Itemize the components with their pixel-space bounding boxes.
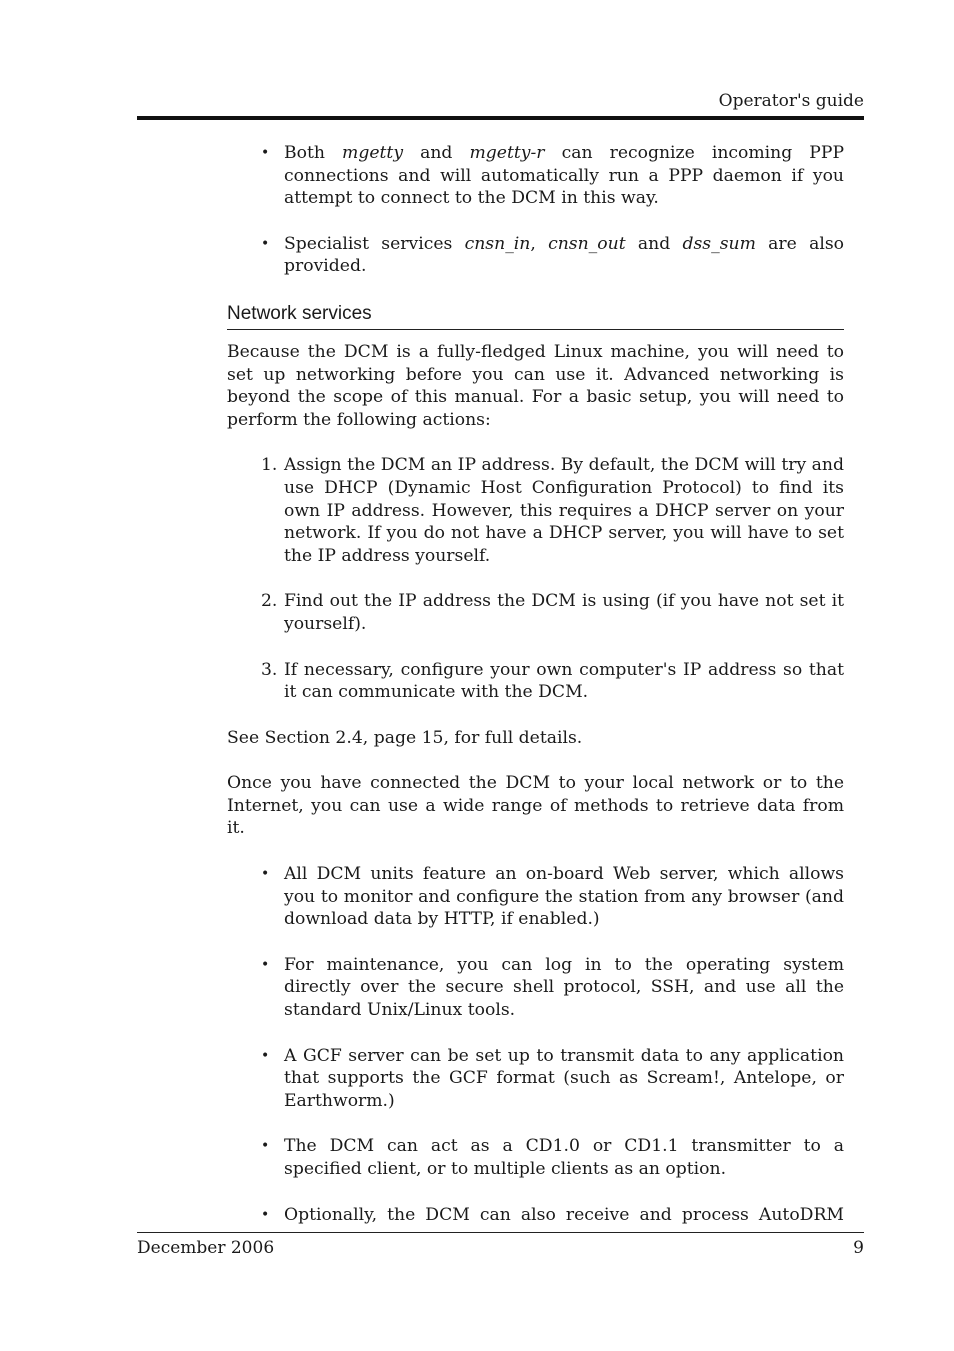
step-text: If necessary, configure your own computer's IP address so that it can communicate with the DCM. bbox=[284, 659, 844, 703]
header-rule bbox=[137, 116, 864, 120]
page-number: 9 bbox=[853, 1238, 864, 1258]
setup-steps-list bbox=[227, 454, 844, 703]
bullet-icon: • bbox=[261, 956, 270, 973]
service-name: dss_sum bbox=[682, 233, 756, 254]
footer-rule bbox=[137, 1232, 864, 1233]
intro-bullet-list bbox=[227, 142, 844, 278]
footer-date: December 2006 bbox=[137, 1238, 275, 1258]
bullet-icon: • bbox=[261, 866, 270, 883]
step-number: 1. bbox=[261, 455, 278, 476]
list-item: • The DCM can act as a CD1.0 or CD1.1 transmitter to a specified client, or to multiple clients as an option. bbox=[261, 1136, 844, 1179]
step-text: Assign the DCM an IP address. By default, the DCM will try and use DHCP (Dynamic Host Configuration Protocol) to find its own IP address. However, this requires a DHCP server on your network. If you do not have a DHCP server, you will have to set the IP address yourself. bbox=[284, 455, 844, 566]
list-item: • A GCF server can be set up to transmit data to any application that supports the GCF format (such as Scream!, Antelope, or Earthworm.) bbox=[261, 1045, 844, 1111]
cross-reference-paragraph: See Section 2.4, page 15, for full details. bbox=[227, 727, 583, 748]
list-item bbox=[261, 659, 844, 704]
bullet-icon: • bbox=[261, 145, 270, 161]
command-name: mgetty bbox=[342, 143, 404, 163]
step-text: Find out the IP address the DCM is using (if you have not set it yourself). bbox=[284, 591, 844, 634]
bullet-icon: • bbox=[261, 1206, 270, 1223]
running-header: Operator's guide bbox=[718, 91, 864, 111]
list-item: • Both mgetty and mgetty-r can recognize incoming PPP connections and will automatically run a PPP daemon if you attempt to connect to the DCM in this way. bbox=[261, 143, 845, 209]
methods-bullet-list bbox=[227, 863, 844, 1226]
list-item: • Optionally, the DCM can also receive and process AutoDRM bbox=[261, 1204, 844, 1225]
step-number: 3. bbox=[261, 659, 278, 680]
service-name: cnsn_out bbox=[548, 233, 626, 254]
bullet-icon: • bbox=[261, 1047, 270, 1064]
list-item bbox=[261, 454, 844, 567]
list-item: • All DCM units feature an on-board Web server, which allows you to monitor and configure the station from any browser (and download data by HTTP, if enabled.) bbox=[261, 864, 844, 930]
command-name: mgetty-r bbox=[469, 143, 545, 163]
step-number: 2. bbox=[261, 591, 278, 612]
bullet-icon: • bbox=[261, 1138, 270, 1155]
service-name: cnsn_in bbox=[464, 233, 531, 254]
section-intro-paragraph: Because the DCM is a fully-fledged Linux machine, you will need to set up networking before you can use it. Advanced networking is beyond the scope of this manual. For a basic setup, you will need to perform the following actions: bbox=[227, 341, 844, 430]
section-heading: Network services bbox=[227, 303, 844, 330]
list-item: • For maintenance, you can log in to the operating system directly over the secure shell protocol, SSH, and use all the standard Unix/Linux tools. bbox=[261, 954, 844, 1021]
methods-intro-paragraph: Once you have connected the DCM to your local network or to the Internet, you can use a wide range of methods to retrieve data from it. bbox=[227, 773, 844, 839]
page-body bbox=[227, 142, 844, 1226]
bullet-icon: • bbox=[261, 235, 270, 252]
list-item bbox=[261, 590, 844, 635]
list-item: • Specialist services cnsn_in, cnsn_out and dss_sum are also provided. bbox=[261, 233, 844, 277]
